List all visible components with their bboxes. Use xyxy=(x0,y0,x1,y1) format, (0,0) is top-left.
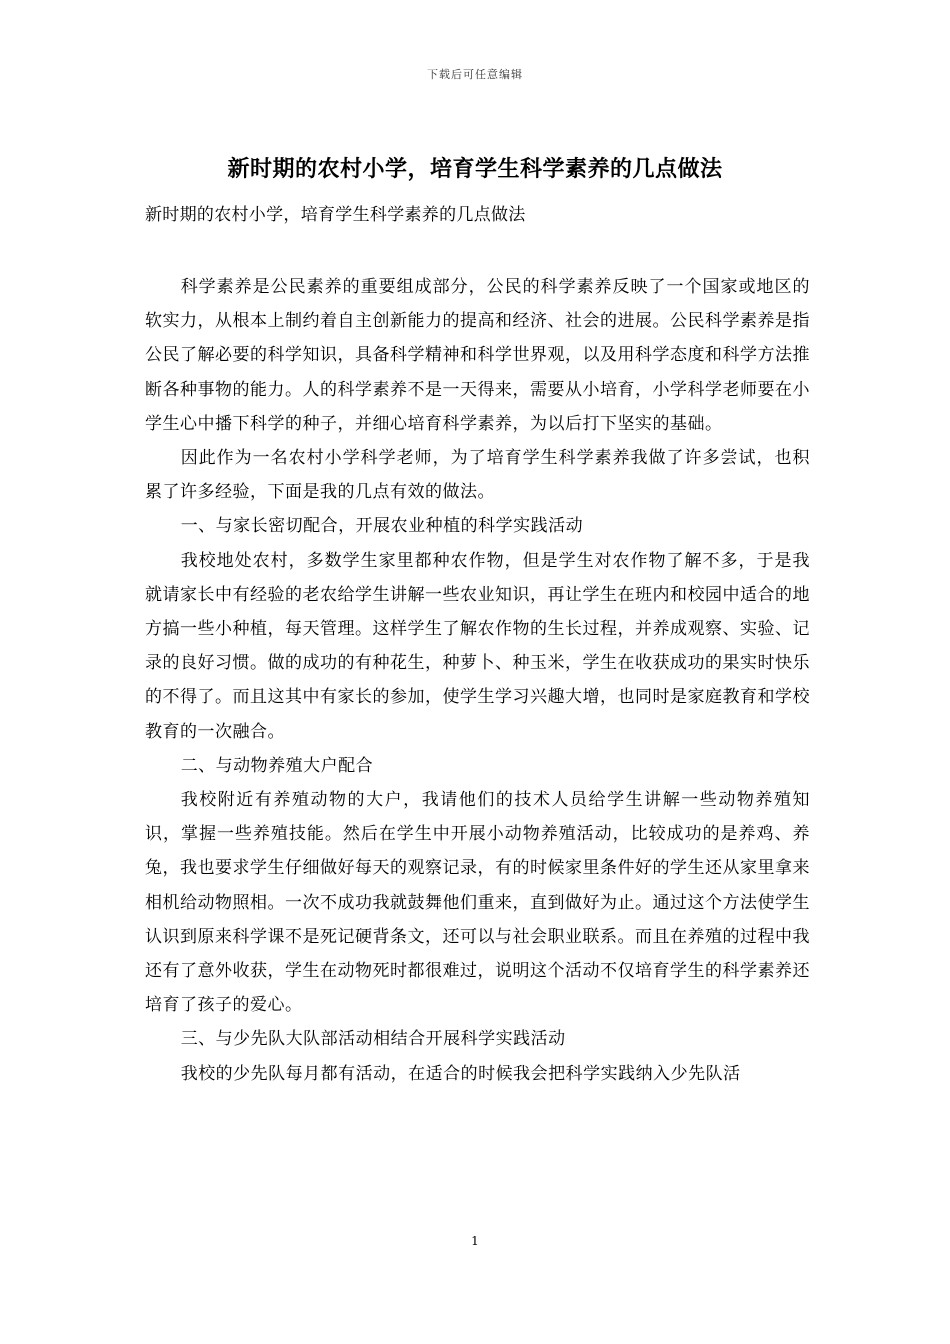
document-title: 新时期的农村小学，培育学生科学素养的几点做法 xyxy=(227,156,723,182)
section-heading-1: 一、与家长密切配合，开展农业种植的科学实践活动 xyxy=(180,516,584,537)
paragraph-intro: 科学素养是公民素养的重要组成部分，公民的科学素养反映了一个国家或地区的软实力，从根本上制约着自主创新能力的提高和经济、社会的进展。公民科学素养是指公民了解必要的科学知识，具备科学精神和科学世界观，以及用科学态度和科学方法推断各种事物的能力。人的科学素养不是一天得来，需要从小培育，小学科学老师要在小学生心中播下科学的种子，并细心培育科学素养，为以后打下坚实的基础。 xyxy=(145,277,810,434)
document-body xyxy=(145,270,810,1091)
document-subtitle: 新时期的农村小学，培育学生科学素养的几点做法 xyxy=(145,205,526,225)
paragraph-section-2: 我校附近有养殖动物的大户，我请他们的技术人员给学生讲解一些动物养殖知识，掌握一些养殖技能。然后在学生中开展小动物养殖活动，比较成功的是养鸡、养兔，我也要求学生仔细做好每天的观察记录，有的时候家里条件好的学生还从家里拿来相机给动物照相。一次不成功我就鼓舞他们重来，直到做好为止。通过这个方法使学生认识到原来科学课不是死记硬背条文，还可以与社会职业联系。而且在养殖的过程中我还有了意外收获，学生在动物死时都很难过，说明这个活动不仅培育学生的科学素养还培育了孩子的爱心。 xyxy=(145,790,810,1016)
section-heading-2: 二、与动物养殖大户配合 xyxy=(180,755,374,776)
paragraph-transition: 因此作为一名农村小学科学老师，为了培育学生科学素养我做了许多尝试，也积累了许多经验，下面是我的几点有效的做法。 xyxy=(145,448,810,503)
paragraph-section-3: 我校的少先队每月都有活动，在适合的时候我会把科学实践纳入少先队活 xyxy=(180,1063,741,1084)
page-number: 1 xyxy=(471,1234,479,1248)
section-heading-3: 三、与少先队大队部活动相结合开展科学实践活动 xyxy=(180,1029,566,1050)
header-note: 下载后可任意编辑 xyxy=(427,68,523,81)
paragraph-section-1: 我校地处农村，多数学生家里都种农作物，但是学生对农作物了解不多，于是我就请家长中有经验的老农给学生讲解一些农业知识，再让学生在班内和校园中适合的地方搞一些小种植，每天管理。这样学生了解农作物的生长过程，并养成观察、实验、记录的良好习惯。做的成功的有种花生，种萝卜、种玉米，学生在收获成功的果实时快乐的不得了。而且这其中有家长的参加，使学生学习兴趣大增，也同时是家庭教育和学校教育的一次融合。 xyxy=(145,550,810,742)
